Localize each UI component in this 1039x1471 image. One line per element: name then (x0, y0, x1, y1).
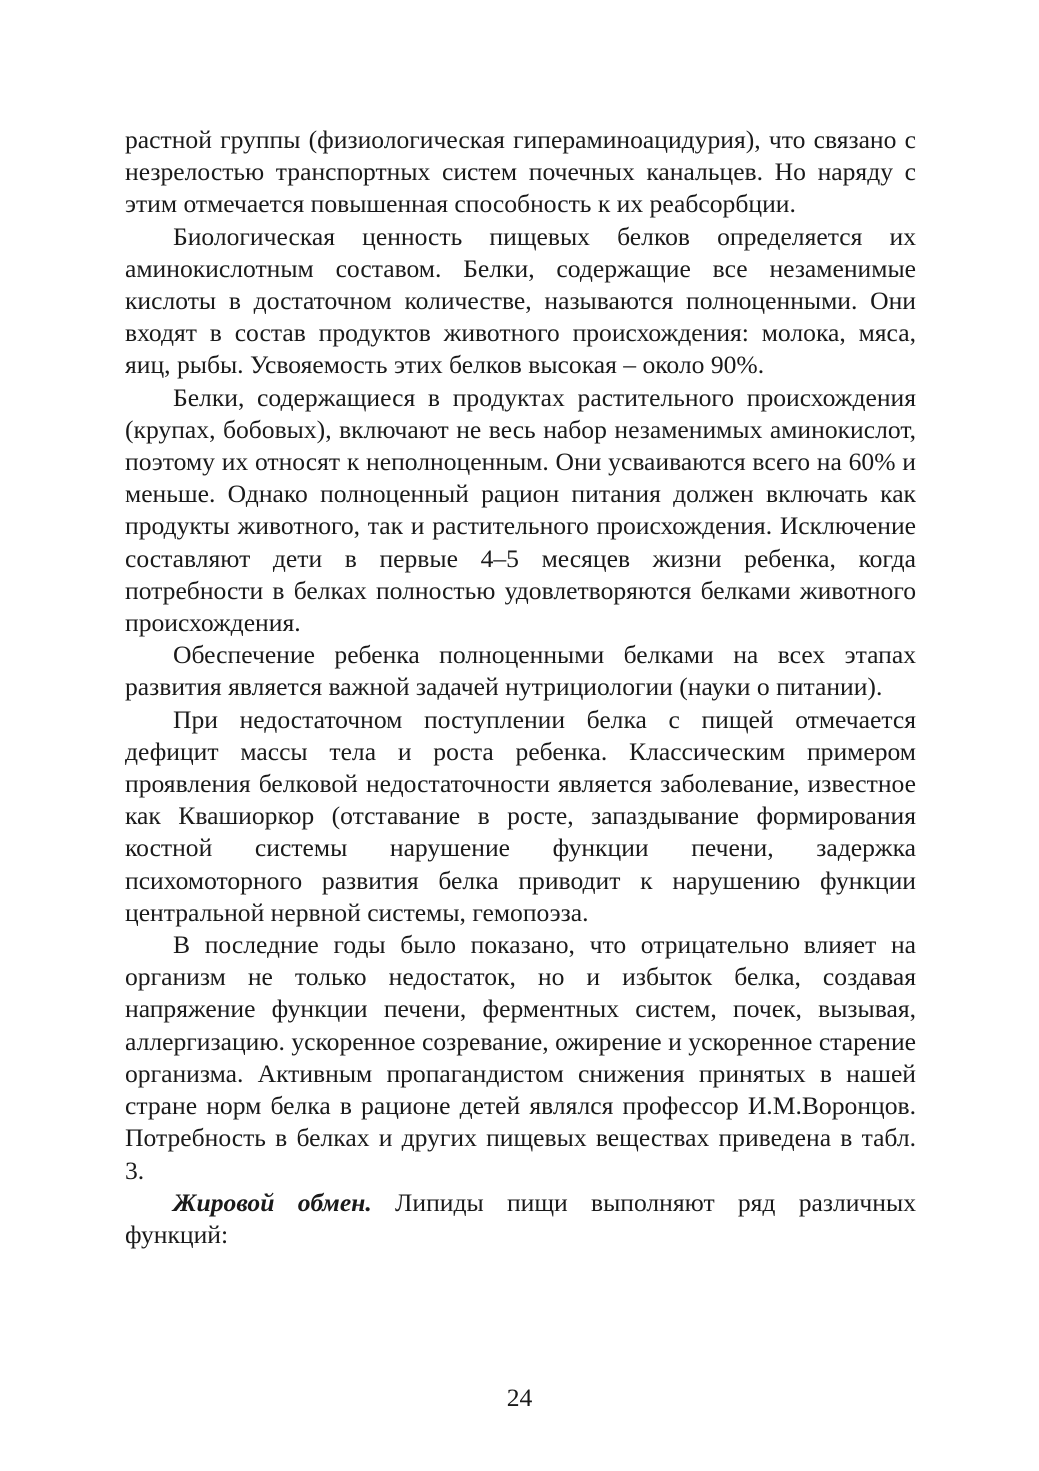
paragraph-text: В последние годы было показано, что отрицательно влияет на организм не только недостаток, но и избыток белка, создавая напряжение функции печени, ферментных систем, почек, вызывая, аллергизацию. ускоренное созревание, ожирение и ускоренное старение организма. Активным пропагандистом снижения принятых в нашей стране норм белка в рационе детей являлся профессор И.М.Воронцов. Потребность в белках и других пищевых веществах приведена в табл. 3. (125, 930, 916, 1185)
paragraph-text: Обеспечение ребенка полноценными белками на всех этапах развития является важной задачей нутрициологии (науки о питании). (125, 640, 916, 702)
paragraph-4 (125, 639, 916, 703)
page-body (125, 124, 916, 1251)
paragraph-text: Биологическая ценность пищевых белков определяется их аминокислотным составом. Белки, содержащие все незаменимые кислоты в достаточном количестве, называются полноценными. Они входят в состав продуктов животного происхождения: молока, мяса, яиц, рыбы. Усвояемость этих белков высокая – около 90%. (125, 221, 916, 380)
paragraph-7 (125, 1187, 916, 1251)
paragraph-text: растной группы (физиологическая гипераминоацидурия), что связано с незрелостью транспортных систем почечных канальцев. Но наряду с этим отмечается повышенная способность к их реабсорбции. (125, 125, 916, 219)
page-number: 24 (506, 1383, 533, 1412)
paragraph-2 (125, 221, 916, 382)
paragraph-6 (125, 929, 916, 1187)
paragraph-3 (125, 382, 916, 640)
paragraph-text: Липиды пищи выполняют ряд различных функций: (125, 1187, 916, 1249)
paragraph-text: При недостаточном поступлении белка с пищей отмечается дефицит массы тела и роста ребенка. Классическим примером проявления белковой недостаточности является заболевание, известное как Квашиоркор (отставание в росте, запаздывание формирования костной системы нарушение функции печени, задержка психомоторного развития белка приводит к нарушению функции центральной нервной системы, гемопоэза. (125, 704, 916, 927)
section-heading-inline: Жировой обмен. (173, 1187, 372, 1217)
paragraph-5 (125, 704, 916, 929)
paragraph-text: Белки, содержащиеся в продуктах растительного происхождения (крупах, бобовых), включают не весь набор незаменимых аминокислот, поэтому их относят к неполноценным. Они усваиваются всего на 60% и меньше. Однако полноценный рацион питания должен включать как продукты животного, так и растительного происхождения. Исключение составляют дети в первые 4–5 месяцев жизни ребенка, когда потребности в белках полностью удовлетворяются белками животного происхождения. (125, 382, 916, 638)
paragraph-1 (125, 124, 916, 221)
